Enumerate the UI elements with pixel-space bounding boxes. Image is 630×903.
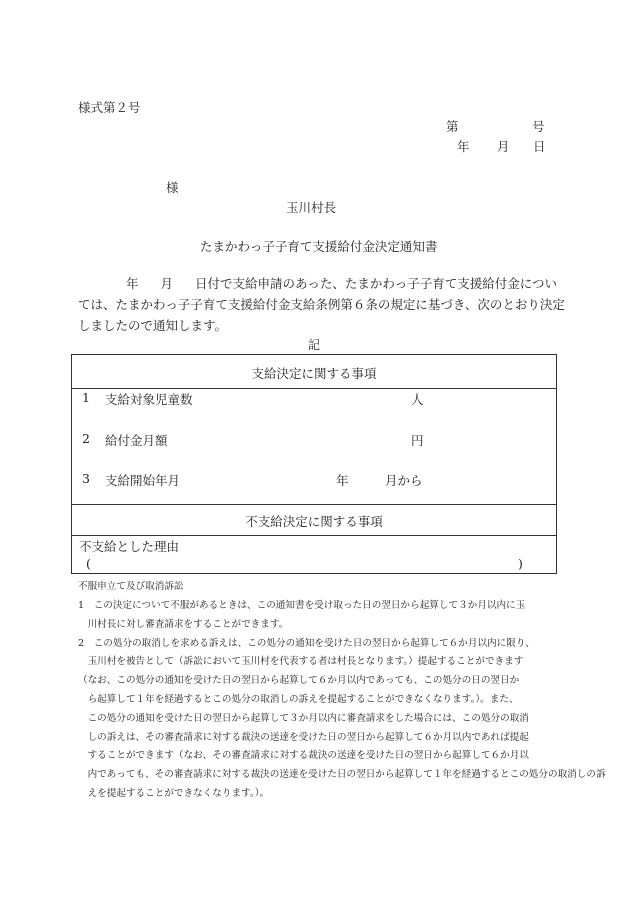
date-day: 日 [533, 139, 546, 154]
item-1-unit: 人 [411, 392, 424, 407]
payment-heading: 支給決定に関する事項 [251, 366, 377, 381]
item-1-label: 支給対象児童数 [105, 392, 193, 407]
date-month: 月 [497, 139, 510, 154]
item-3-label: 支給開始年月 [105, 473, 181, 488]
appeal-line: しの訴えは、その審査請求に対する裁決の送達を受けた日の翌日から起算して６か月以内であれば提起 [78, 731, 529, 743]
form-number: 様式第２号 [78, 100, 141, 115]
appeal-line: えを提起することができなくなります。）。 [78, 787, 270, 799]
ki-label: 記 [308, 338, 321, 352]
body-line-2: ては、たまかわっ子子育て支援給付金支給条例第６条の規定に基づき、次のとおり決定 [78, 297, 565, 312]
item-3-year: 年 [336, 473, 349, 488]
appeal-line: 川村長に対し審査請求をすることができます。 [78, 618, 289, 630]
appeal-line: することができます（なお、その審査請求に対する裁決の送達を受けた日の翌日から起算して６か月以 [78, 750, 529, 762]
body-line-1 [78, 273, 558, 294]
item-2-unit: 円 [411, 433, 424, 448]
item-3-unit: 月から [385, 473, 423, 488]
sender-name: 玉川村長 [286, 200, 337, 215]
body-year: 年 [126, 276, 139, 291]
recipient-honorific: 様 [166, 180, 179, 195]
item-3-num: 3 [82, 471, 90, 486]
body-line1-tail: 日付で支給申請のあった、たまかわっ子子育て支援給付金につい [195, 276, 558, 291]
decision-table [71, 354, 557, 574]
appeal-line: 内であっても、その審査請求に対する裁決の送達を受けた日の翌日から起算して１年を経過するとこの処分の取消しの訴 [78, 769, 606, 781]
item-2-num: 2 [82, 431, 90, 446]
reason-paren-open: ( [86, 556, 91, 571]
date-year: 年 [457, 139, 470, 154]
appeal-notes [78, 597, 606, 804]
appeal-line: 2 この処分の取消しを求める訴えは、この処分の通知を受けた日の翌日から起算して６か月以内に限り、 [78, 637, 536, 649]
document-title: たまかわっ子子育て支援給付金決定通知書 [200, 239, 438, 254]
item-1-num: 1 [82, 390, 90, 405]
divider [72, 535, 556, 536]
divider [72, 504, 556, 505]
doc-number-prefix: 第 [446, 119, 459, 134]
appeal-line: 1 この決定について不服があるときは、この通知書を受け取った日の翌日から起算して３か月以内に玉 [78, 600, 526, 611]
appeal-line: 玉川村を被告として（訴訟において玉川村を代表する者は村長となります。）提起することができます [78, 656, 524, 668]
body-month: 月 [160, 276, 174, 291]
body-paragraph [78, 273, 565, 336]
body-line-3: しましたので通知します。 [78, 318, 228, 333]
item-2-label: 給付金月額 [105, 433, 168, 448]
reason-paren-close: ) [518, 556, 523, 571]
appeal-line: （なお、この処分の通知を受けた日の翌日から起算して６か月以内であっても、この処分の日の翌日か [78, 675, 520, 687]
appeal-heading: 不服申立て及び取消訴訟 [78, 581, 184, 592]
nonpayment-heading: 不支給決定に関する事項 [245, 514, 383, 529]
appeal-line: ら起算して１年を経過するとこの処分の取消しの訴えを提起することができなくなります。）。また、 [78, 693, 519, 705]
reason-label: 不支給とした理由 [79, 539, 180, 554]
appeal-line: この処分の通知を受けた日の翌日から起算して３か月以内に審査請求をした場合には、この処分の取消 [78, 712, 529, 724]
divider [72, 388, 556, 389]
doc-number-suffix: 号 [532, 119, 545, 134]
